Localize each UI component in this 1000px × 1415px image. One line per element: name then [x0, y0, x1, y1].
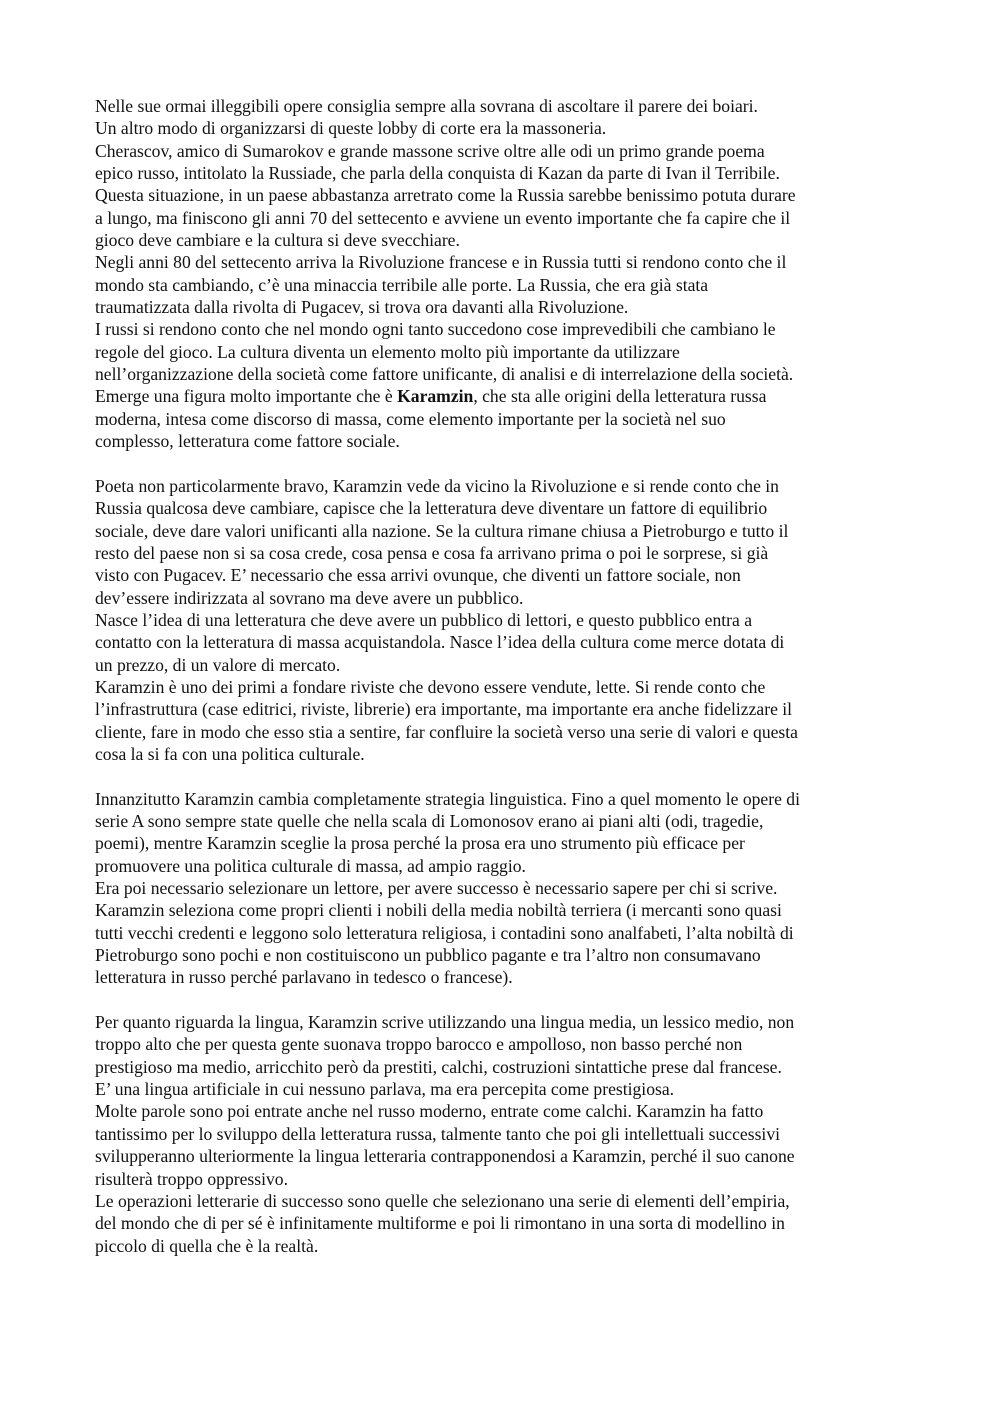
text-line: letteratura in russo perché parlavano in tedesco o francese). — [95, 967, 513, 988]
text-line: Nasce l’idea di una letteratura che deve avere un pubblico di lettori, e questo pubblico entra a — [95, 609, 753, 630]
text-line: Era poi necessario selezionare un lettore, per avere successo è necessario sapere per chi si scrive. — [95, 878, 778, 899]
text-line: gioco deve cambiare e la cultura si deve svecchiare. — [95, 230, 460, 251]
text-line: risulterà troppo oppressivo. — [95, 1168, 289, 1189]
text-line: nell’organizzazione della società come fattore unificante, di analisi e di interrelazione della società. — [95, 364, 794, 385]
paragraph-block — [95, 95, 905, 453]
text-line: Pietroburgo sono pochi e non costituiscono un pubblico pagante e tra l’altro non consumavano — [95, 945, 761, 966]
text-line: un prezzo, di un valore di mercato. — [95, 654, 341, 675]
text-segment: , che sta alle origini della letteratura russa — [473, 386, 767, 407]
text-line: cliente, fare in modo che esso stia a sentire, far confluire la società verso una serie di valori e questa — [95, 721, 798, 742]
text-line: Negli anni 80 del settecento arriva la Rivoluzione francese e in Russia tutti si rendono conto che il — [95, 252, 787, 273]
text-line — [95, 385, 905, 407]
text-line: poemi), mentre Karamzin sceglie la prosa perché la prosa era uno strumento più efficace per — [95, 833, 745, 854]
text-line: l’infrastruttura (case editrici, riviste, librerie) era importante, ma importante era anche fidelizzare il — [95, 699, 793, 720]
text-line: complesso, letteratura come fattore sociale. — [95, 431, 400, 452]
text-line: Molte parole sono poi entrate anche nel russo moderno, entrate come calchi. Karamzin ha fatto — [95, 1101, 764, 1122]
bold-name: Karamzin — [397, 386, 474, 407]
text-line: Un altro modo di organizzarsi di queste lobby di corte era la massoneria. — [95, 118, 607, 139]
text-line: resto del paese non si sa cosa crede, cosa pensa e cosa fa arrivano prima o poi le sorprese, si già — [95, 542, 769, 563]
text-line: visto con Pugacev. E’ necessario che essa arrivi ovunque, che diventi un fattore sociale, non — [95, 565, 741, 586]
text-line: I russi si rendono conto che nel mondo ogni tanto succedono cose imprevedibili che cambiano le — [95, 319, 776, 340]
text-line: del mondo che di per sé è infinitamente multiforme e poi li rimontano in una sorta di modellino in — [95, 1213, 785, 1234]
text-line: tantissimo per lo sviluppo della letteratura russa, talmente tanto che poi gli intellettuali successivi — [95, 1123, 781, 1144]
text-line: Nelle sue ormai illeggibili opere consiglia sempre alla sovrana di ascoltare il parere dei boiari. — [95, 96, 758, 116]
paragraph-block — [95, 475, 905, 765]
text-line: prestigioso ma medio, arricchito però da prestiti, calchi, costruzioni sintattiche prese dal francese. — [95, 1056, 782, 1077]
text-segment: Emerge una figura molto importante che è — [95, 386, 398, 407]
text-line: Poeta non particolarmente bravo, Karamzin vede da vicino la Rivoluzione e si rende conto che in — [95, 475, 779, 496]
text-line: E’ una lingua artificiale in cui nessuno parlava, ma era percepita come prestigiosa. — [95, 1079, 675, 1100]
paragraph-gap — [95, 453, 905, 475]
text-line: piccolo di quella che è la realtà. — [95, 1235, 319, 1256]
text-line: Karamzin seleziona come propri clienti i nobili della media nobiltà terriera (i mercanti sono quasi — [95, 900, 782, 921]
document-page — [95, 95, 905, 1257]
paragraph-gap — [95, 765, 905, 787]
paragraph-block — [95, 1011, 905, 1257]
text-line: Per quanto riguarda la lingua, Karamzin scrive utilizzando una lingua media, un lessico medio, non — [95, 1012, 795, 1033]
text-line: epico russo, intitolato la Russiade, che parla della conquista di Kazan da parte di Ivan il Terribile. — [95, 163, 780, 184]
text-line: moderna, intesa come discorso di massa, come elemento importante per la società nel suo — [95, 408, 726, 429]
text-line: Questa situazione, in un paese abbastanza arretrato come la Russia sarebbe benissimo potuta durare — [95, 185, 796, 206]
text-line: traumatizzata dalla rivolta di Pugacev, si trova ora davanti alla Rivoluzione. — [95, 297, 629, 318]
text-line: serie A sono sempre state quelle che nella scala di Lomonosov erano ai piani alti (odi, tragedie, — [95, 811, 764, 831]
text-line: promuovere una politica culturale di massa, ad ampio raggio. — [95, 855, 526, 876]
text-line: Russia qualcosa deve cambiare, capisce che la letteratura deve diventare un fattore di equilibrio — [95, 498, 768, 519]
text-line: Innanzitutto Karamzin cambia completamente strategia linguistica. Fino a quel momento le opere di — [95, 788, 800, 809]
paragraph-gap — [95, 989, 905, 1011]
text-line: regole del gioco. La cultura diventa un elemento molto più importante da utilizzare — [95, 341, 680, 362]
text-line: dev’essere indirizzata al sovrano ma deve avere un pubblico. — [95, 587, 524, 608]
text-line: svilupperanno ulteriormente la lingua letteraria contrapponendosi a Karamzin, perché il suo canone — [95, 1146, 795, 1167]
text-line: cosa la si fa con una politica culturale. — [95, 743, 365, 764]
text-line: a lungo, ma finiscono gli anni 70 del settecento e avviene un evento importante che fa capire che il — [95, 207, 791, 228]
text-line: contatto con la letteratura di massa acquistandola. Nasce l’idea della cultura come merce dotata di — [95, 632, 785, 653]
text-line: Karamzin è uno dei primi a fondare riviste che devono essere vendute, lette. Si rende conto che — [95, 676, 766, 697]
paragraph-block — [95, 788, 905, 989]
text-line: troppo alto che per questa gente suonava troppo barocco e ampolloso, non basso perché non — [95, 1034, 743, 1055]
text-line: tutti vecchi credenti e leggono solo letteratura religiosa, i contadini sono analfabeti, l’alta nobiltà di — [95, 922, 794, 943]
text-line: Le operazioni letterarie di successo sono quelle che selezionano una serie di elementi dell’empiria, — [95, 1190, 790, 1211]
text-line: Cherascov, amico di Sumarokov e grande massone scrive oltre alle odi un primo grande poema — [95, 140, 765, 161]
text-line: sociale, deve dare valori unificanti alla nazione. Se la cultura rimane chiusa a Pietroburgo e tutto il — [95, 520, 789, 541]
text-line: mondo sta cambiando, c’è una minaccia terribile alle porte. La Russia, che era già stata — [95, 274, 709, 295]
